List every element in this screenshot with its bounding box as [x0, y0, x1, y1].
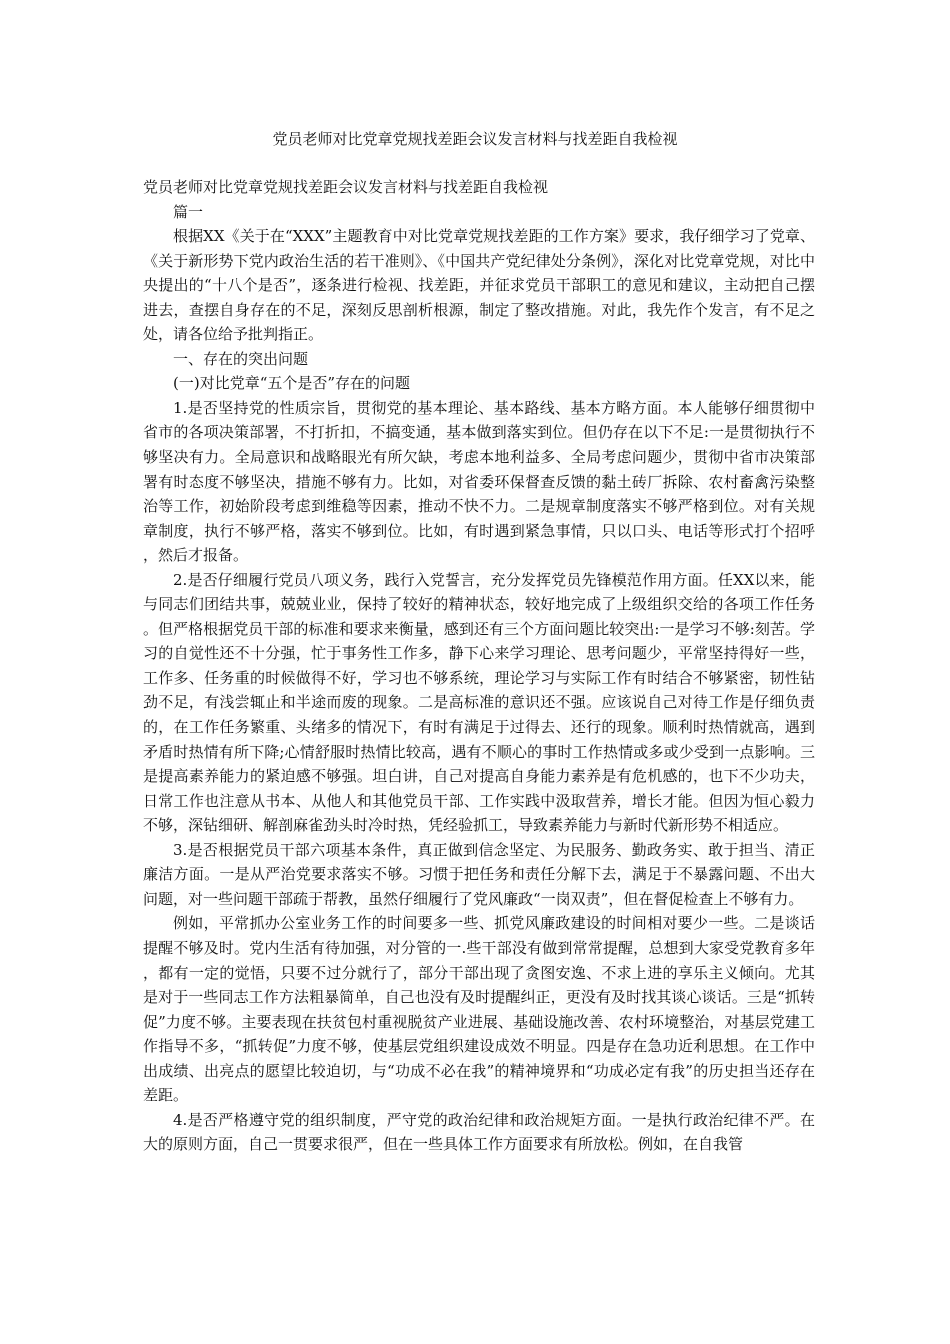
subheading-five-whethers: (一)对比党章“五个是否”存在的问题 [173, 374, 411, 393]
paragraph-item-4: 4.是否严格遵守党的组织制度，严守党的政治纪律和政治规矩方面。一是执行政治纪律不严。在大的原则方面，自己一贯要求很严，但在一些具体工作方面要求有所放松。例如，在自我管 [143, 1110, 815, 1154]
paragraph-item-2: 2.是否仔细履行党员八项义务，践行入党誓言，充分发挥党员先锋模范作用方面。任XX以来，能与同志们团结共事，兢兢业业，保持了较好的精神状态，较好地完成了上级组织交给的各项工作任务。但严格根据党员干部的标准和要求来衡量，感到还有三个方面问题比较突出:一是学习不够:刻苦。学习的自觉性还不十分强，忙于事务性工作多，静下心来学习理论、思考问题少，平常坚持得好一些，工作多、任务重的时候做得不好，学习也不够系统，理论学习与实际工作有时结合不够紧密，韧性钻劲不足，有浅尝辄止和半途而废的现象。二是高标准的意识还不强。应该说自己对待工作是仔细负责的，在工作任务繁重、头绪多的情况下，有时有满足于过得去、还行的现象。顺利时热情就高，遇到矛盾时热情有所下降;心情舒服时热情比较高，遇有不顺心的事时工作热情或多或少受到一点影响。三是提高素养能力的紧迫感不够强。坦白讲，自己对提高自身能力素养是有危机感的，也下不少功夫，日常工作也注意从书本、从他人和其他党员干部、工作实践中汲取营养，增长才能。但因为恒心毅力不够，深钻细研、解剖麻雀劲头时冷时热，凭经验抓工，导致素养能力与新时代新形势不相适应。 [143, 570, 815, 835]
intro-paragraph: 根据XX《关于在“XXX”主题教育中对比党章党规找差距的工作方案》要求，我仔细学习了党章、《关于新形势下党内政治生活的若干准则》、《中国共产党纪律处分条例》，深化对比党章党规，对比中央提出的“十八个是否”，逐条进行检视、找差距，并征求党员干部职工的意见和建议，主动把自己摆进去，查摆自身存在的不足，深刻反思剖析根源，制定了整改措施。对此，我先作个发言，有不足之处，请各位给予批判指正。 [143, 227, 815, 344]
paragraph-item-3: 3.是否根据党员干部六项基本条件，真正做到信念坚定、为民服务、勤政务实、敢于担当、清正廉洁方面。一是从严治党要求落实不够。习惯于把任务和责任分解下去，满足于不暴露问题、不出大问题，对一些问题干部疏于帮教，虽然仔细履行了党风廉政“一岗双责”，但在督促检查上不够有力。 [143, 840, 815, 908]
document-title: 党员老师对比党章党规找差距会议发言材料与找差距自我检视 [272, 130, 678, 148]
document-subtitle: 党员老师对比党章党规找差距会议发言材料与找差距自我检视 [143, 178, 549, 196]
paragraph-item-1: 1.是否坚持党的性质宗旨，贯彻党的基本理论、基本路线、基本方略方面。本人能够仔细贯彻中省市的各项决策部署，不打折扣，不搞变通，基本做到落实到位。但仍存在以下不足:一是贯彻执行不够坚决有力。全局意识和战略眼光有所欠缺，考虑本地利益多、全局考虑问题少，贯彻中省市决策部署有时态度不够坚决，措施不够有力。比如，对省委环保督查反馈的黏土砖厂拆除、农村畜禽污染整治等工作，初始阶段考虑到维稳等因素，推动不快不力。二是规章制度落实不够严格到位。对有关规章制度，执行不够严格，落实不够到位。比如，有时遇到紧急事情，只以口头、电话等形式打个招呼，然后才报备。 [143, 398, 815, 565]
section-label-part-one: 篇一 [173, 202, 204, 221]
paragraph-example: 例如，平常抓办公室业务工作的时间要多一些、抓党风廉政建设的时间相对要少一些。二是谈话提醒不够及时。党内生活有待加强，对分管的一.些干部没有做到常常提醒，总想到大家受党教育多年，都有一定的觉悟，只要不过分就行了，部分干部出现了贪图安逸、不求上进的享乐主义倾向。尤其是对于一些同志工作方法粗暴简单，自己也没有及时提醒纠正，更没有及时找其谈心谈话。三是“抓转促”力度不够。主要表现在扶贫包村重视脱贫产业进展、基础设施改善、农村环境整治，对基层党建工作指导不多，“抓转促”力度不够，使基层党组织建设成效不明显。四是存在急功近利思想。在工作中出成绩、出亮点的愿望比较迫切，与“功成不必在我”的精神境界和“功成必定有我”的历史担当还存在差距。 [143, 914, 815, 1105]
document-body [143, 175, 815, 1157]
heading-prominent-problems: 一、存在的突出问题 [173, 349, 309, 368]
